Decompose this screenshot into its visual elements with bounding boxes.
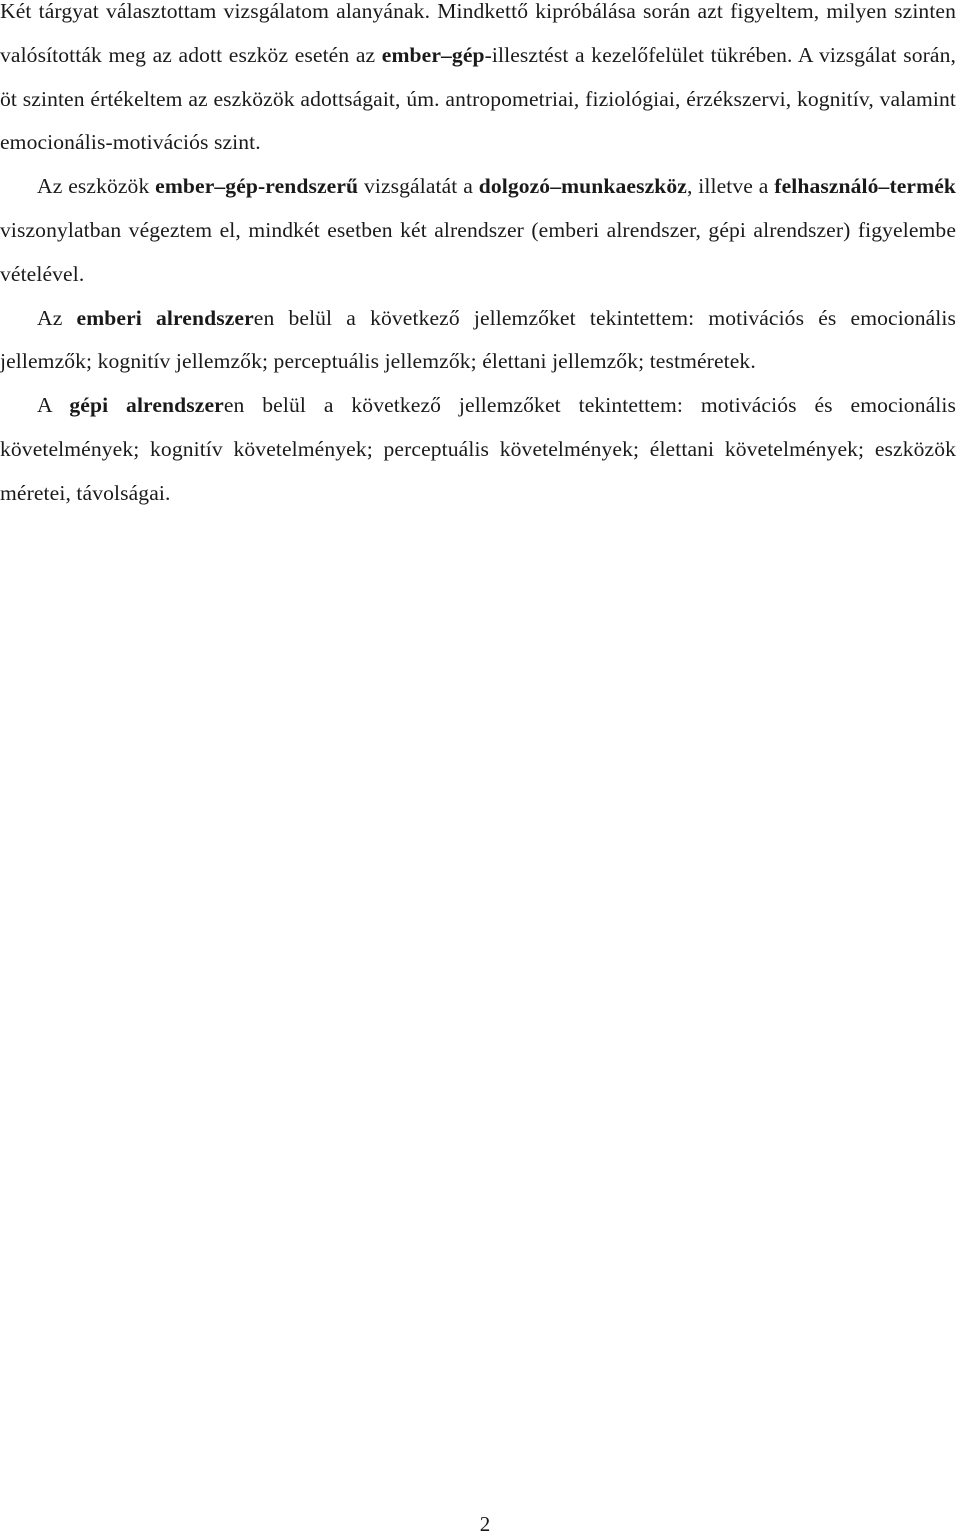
paragraph-machine-subsystem (0, 384, 956, 515)
text-segment: -illesztést a kezelőfelület tükrében. A vizsgálat során, öt szinten értékeltem az eszközök adottságait, úm. antropometriai, fiziológiai, érzékszervi, kognitív, valamint emocionális-motivációs szint. (0, 42, 956, 155)
bold-term: gépi alrendszer (69, 393, 224, 418)
text-segment: vizsgálatát a (358, 174, 479, 199)
paragraph-system-analysis (0, 165, 956, 296)
text-segment: Az (37, 305, 77, 330)
text-segment: en belül a következő jellemzőket tekintettem: motivációs és emocionális jellemzők; kognitív jellemzők; perceptuális jellemzők; élettani jellemzők; testméretek. (0, 305, 956, 374)
bold-term: dolgozó–munkaeszköz (478, 174, 687, 199)
paragraph-intro (0, 0, 956, 165)
text-segment: viszonylatban végeztem el, mindkét esetben két alrendszer (emberi alrendszer, gépi alrendszer) figyelembe vételével. (0, 217, 956, 286)
text-segment: Az eszközök (37, 174, 156, 199)
page-number: 2 (479, 1512, 491, 1536)
text-segment: , illetve a (686, 174, 775, 199)
paragraph-human-subsystem (0, 297, 956, 385)
text-segment: Két tárgyat választottam vizsgálatom alanyának. Mindkettő kipróbálása során azt figyeltem, milyen szinten valósították meg az adott eszköz esetén az (0, 0, 956, 67)
bold-term: ember–gép-rendszerű (155, 174, 359, 199)
bold-term: emberi alrendszer (76, 305, 254, 330)
bold-term: ember–gép (381, 42, 485, 67)
bold-term: felhasználó–termék (774, 174, 956, 199)
text-segment: en belül a következő jellemzőket tekintettem: motivációs és emocionális követelmények; kognitív követelmények; perceptuális követelmények; élettani követelmények; eszközök méretei, távolságai. (0, 393, 956, 505)
body-text (0, 0, 956, 516)
text-segment: A (37, 393, 70, 418)
